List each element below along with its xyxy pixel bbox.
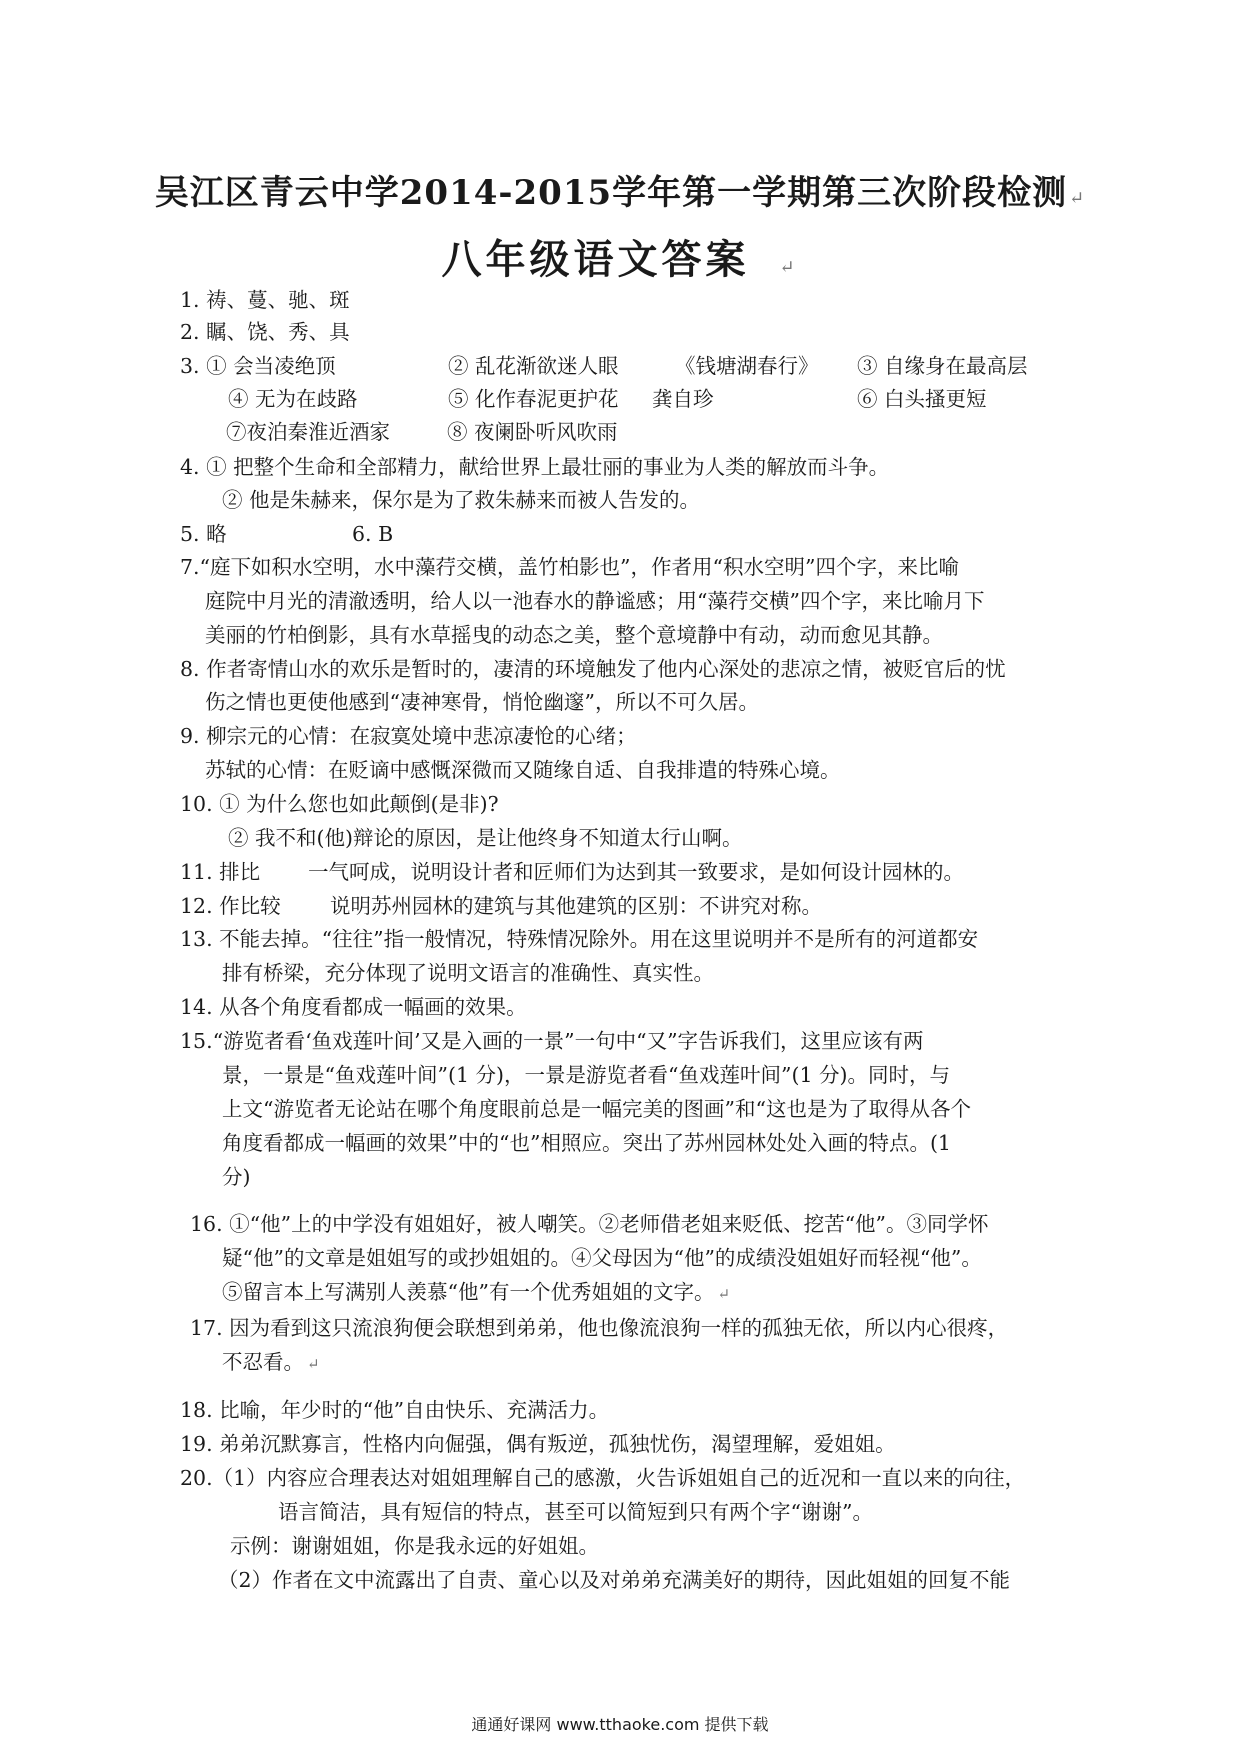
answer-text: ② 他是朱赫来，保尔是为了救朱赫来而被人告发的。 — [222, 488, 701, 512]
answer-text: 9. 柳宗元的心情：在寂寞处境中悲凉凄怆的心绪； — [180, 724, 637, 748]
answer-text: ② 乱花渐欲迷人眼 — [448, 354, 619, 378]
answer-text: 上文“游览者无论站在哪个角度眼前总是一幅完美的图画”和“这也是为了取得从各个 — [222, 1097, 971, 1121]
answer-line — [857, 389, 987, 410]
answer-text: 4. ① 把整个生命和全部精力，献给世界上最壮丽的事业为人类的解放而斗争。 — [180, 455, 890, 479]
answer-line — [205, 692, 759, 713]
answer-text: 12. 作比较 — [180, 894, 281, 918]
answer-line — [447, 422, 618, 443]
answer-line — [180, 1434, 896, 1455]
answer-text: ⑧ 夜阑卧听风吹雨 — [447, 420, 618, 444]
answer-text: 疑“他”的文章是姐姐写的或抄姐姐的。④父母因为“他”的成绩没姐姐好而轻视“他”。 — [222, 1246, 982, 1270]
answer-line — [180, 557, 959, 578]
answer-line — [226, 422, 390, 443]
answer-text: 龚自珍 — [652, 387, 714, 411]
answer-line — [222, 1065, 950, 1086]
answer-text: ④ 无为在歧路 — [228, 387, 358, 411]
answer-line — [180, 322, 350, 343]
answer-line — [330, 896, 822, 917]
answer-line — [180, 896, 281, 917]
answer-text: 景，一景是“鱼戏莲叶间”(1 分)，一景是游览者看“鱼戏莲叶间”(1 分)。同时，与 — [222, 1063, 951, 1087]
answer-text: 16. ①“他”上的中学没有姐姐好，被人嘲笑。②老师借老姐来贬低、挖苦“他”。③同学怀 — [190, 1212, 989, 1236]
answer-line — [190, 1214, 989, 1235]
answer-text: 5. 略 — [180, 522, 227, 546]
answer-text: 语言简洁，具有短信的特点，甚至可以简短到只有两个字“谢谢”。 — [278, 1500, 873, 1524]
answer-line — [222, 963, 714, 984]
answer-text: 1. 祷、蔓、驰、斑 — [180, 288, 350, 312]
answer-text: 11. 排比 — [180, 860, 261, 884]
answer-text: 10. ① 为什么您也如此颠倒(是非)? — [180, 792, 499, 816]
answer-line — [218, 1570, 1010, 1591]
answer-text: 8. 作者寄情山水的欢乐是暂时的，凄清的环境触发了他内心深处的悲凉之情，被贬官后的忧 — [180, 657, 1006, 681]
answer-line — [180, 1031, 924, 1052]
answer-text: 苏轼的心情：在贬谪中感慨深微而又随缘自适、自我排遣的特殊心境。 — [205, 758, 841, 782]
answer-line — [180, 929, 978, 950]
answer-line — [180, 524, 227, 545]
answer-line — [180, 862, 260, 883]
answer-line — [180, 356, 336, 377]
answer-line — [448, 356, 619, 377]
answer-text: 3. ① 会当凌绝顶 — [180, 354, 336, 378]
answer-line — [857, 356, 1028, 377]
answer-text: 角度看都成一幅画的效果”中的“也”相照应。突出了苏州园林处处入画的特点。(1 — [222, 1131, 951, 1155]
answer-line — [180, 659, 1006, 680]
answer-text: 14. 从各个角度看都成一幅画的效果。 — [180, 995, 527, 1019]
answer-text: ⑤留言本上写满别人羡慕“他”有一个优秀姐姐的文字。 — [222, 1280, 715, 1304]
answer-line — [180, 997, 527, 1018]
answer-line — [222, 1099, 971, 1120]
answer-text: 伤之情也更使他感到“凄神寒骨，悄怆幽邃”，所以不可久居。 — [205, 690, 759, 714]
answer-line — [222, 1248, 982, 1269]
answer-text: 庭院中月光的清澈透明，给人以一池春水的静谧感；用“藻荇交横”四个字，来比喻月下 — [205, 589, 985, 613]
answer-line — [222, 490, 700, 511]
return-mark-icon: ↵ — [307, 1355, 320, 1373]
answer-text: 美丽的竹柏倒影，具有水草摇曳的动态之美，整个意境静中有动，动而愈见其静。 — [205, 623, 943, 647]
answer-line — [205, 591, 984, 612]
answer-text: 19. 弟弟沉默寡言，性格内向倔强，偶有叛逆，孤独忧伤，渴望理解，爱姐姐。 — [180, 1432, 896, 1456]
answer-line — [652, 389, 714, 410]
return-mark-icon: ↵ — [1069, 188, 1086, 209]
answer-line — [222, 1282, 730, 1303]
answer-text: ⑦夜泊秦淮近酒家 — [226, 420, 390, 444]
answer-line — [230, 1536, 599, 1557]
answer-text: 说明苏州园林的建筑与其他建筑的区别：不讲究对称。 — [330, 894, 822, 918]
answer-line — [222, 1352, 320, 1373]
answer-text: 不忍看。 — [222, 1350, 304, 1374]
answer-line — [180, 1468, 1025, 1489]
answer-line — [278, 1502, 873, 1523]
answer-line — [228, 389, 358, 410]
answer-line — [180, 726, 637, 747]
answer-line — [222, 1167, 251, 1188]
answer-text: 2. 瞩、饶、秀、具 — [180, 320, 350, 344]
answer-text: 分) — [222, 1165, 251, 1189]
answer-text: 13. 不能去掉。“往往”指一般情况，特殊情况除外。用在这里说明并不是所有的河道都安 — [180, 927, 979, 951]
answer-line — [205, 760, 841, 781]
return-mark-icon: ↵ — [717, 1285, 731, 1303]
answer-line — [180, 794, 499, 815]
answer-text: 6. B — [352, 522, 394, 546]
answer-text: 《钱塘湖春行》 — [675, 354, 819, 378]
answer-text: 7.“庭下如积水空明，水中藻荇交横，盖竹柏影也”，作者用“积水空明”四个字，来比喻 — [180, 555, 959, 579]
footer-credit: 通通好课网 www.tthaoke.com 提供下载 — [471, 1715, 769, 1734]
answer-text: ③ 自缘身在最高层 — [857, 354, 1028, 378]
answer-line — [308, 862, 964, 883]
answer-text: 一气呵成，说明设计者和匠师们为达到其一致要求，是如何设计园林的。 — [308, 860, 964, 884]
answer-text: 20.（1）内容应合理表达对姐姐理解自己的感激，火告诉姐姐自己的近况和一直以来的向往， — [180, 1466, 1026, 1490]
answer-text: ② 我不和(他)辩论的原因，是让他终身不知道太行山啊。 — [228, 826, 743, 850]
answer-line — [180, 1400, 609, 1421]
answer-line — [222, 1133, 951, 1154]
document-subtitle: 八年级语文答案 ↵ — [441, 236, 799, 283]
answer-line — [180, 457, 889, 478]
answer-line — [228, 828, 743, 849]
return-mark-icon: ↵ — [779, 257, 799, 278]
answer-text: 排有桥梁，充分体现了说明文语言的准确性、真实性。 — [222, 961, 714, 985]
answer-line — [675, 356, 819, 377]
answer-line — [352, 524, 393, 545]
answer-line — [205, 625, 943, 646]
answer-line — [180, 290, 350, 311]
answer-text: 15.“游览者看‘鱼戏莲叶间’又是入画的一景”一句中“又”字告诉我们，这里应该有两 — [180, 1029, 924, 1053]
answer-line — [190, 1318, 1008, 1339]
answer-text: （2）作者在文中流露出了自责、童心以及对弟弟充满美好的期待，因此姐姐的回复不能 — [218, 1568, 1011, 1592]
answer-text: ⑥ 白头搔更短 — [857, 387, 987, 411]
document-title: 吴江区青云中学2014-2015学年第一学期第三次阶段检测 ↵ — [154, 173, 1086, 213]
answer-text: 17. 因为看到这只流浪狗便会联想到弟弟，他也像流浪狗一样的孤独无依，所以内心很疼， — [190, 1316, 1009, 1340]
answer-text: ⑤ 化作春泥更护花 — [448, 387, 619, 411]
answer-text: 示例：谢谢姐姐，你是我永远的好姐姐。 — [230, 1534, 599, 1558]
answer-text: 18. 比喻，年少时的“他”自由快乐、充满活力。 — [180, 1398, 610, 1422]
answer-line — [448, 389, 619, 410]
